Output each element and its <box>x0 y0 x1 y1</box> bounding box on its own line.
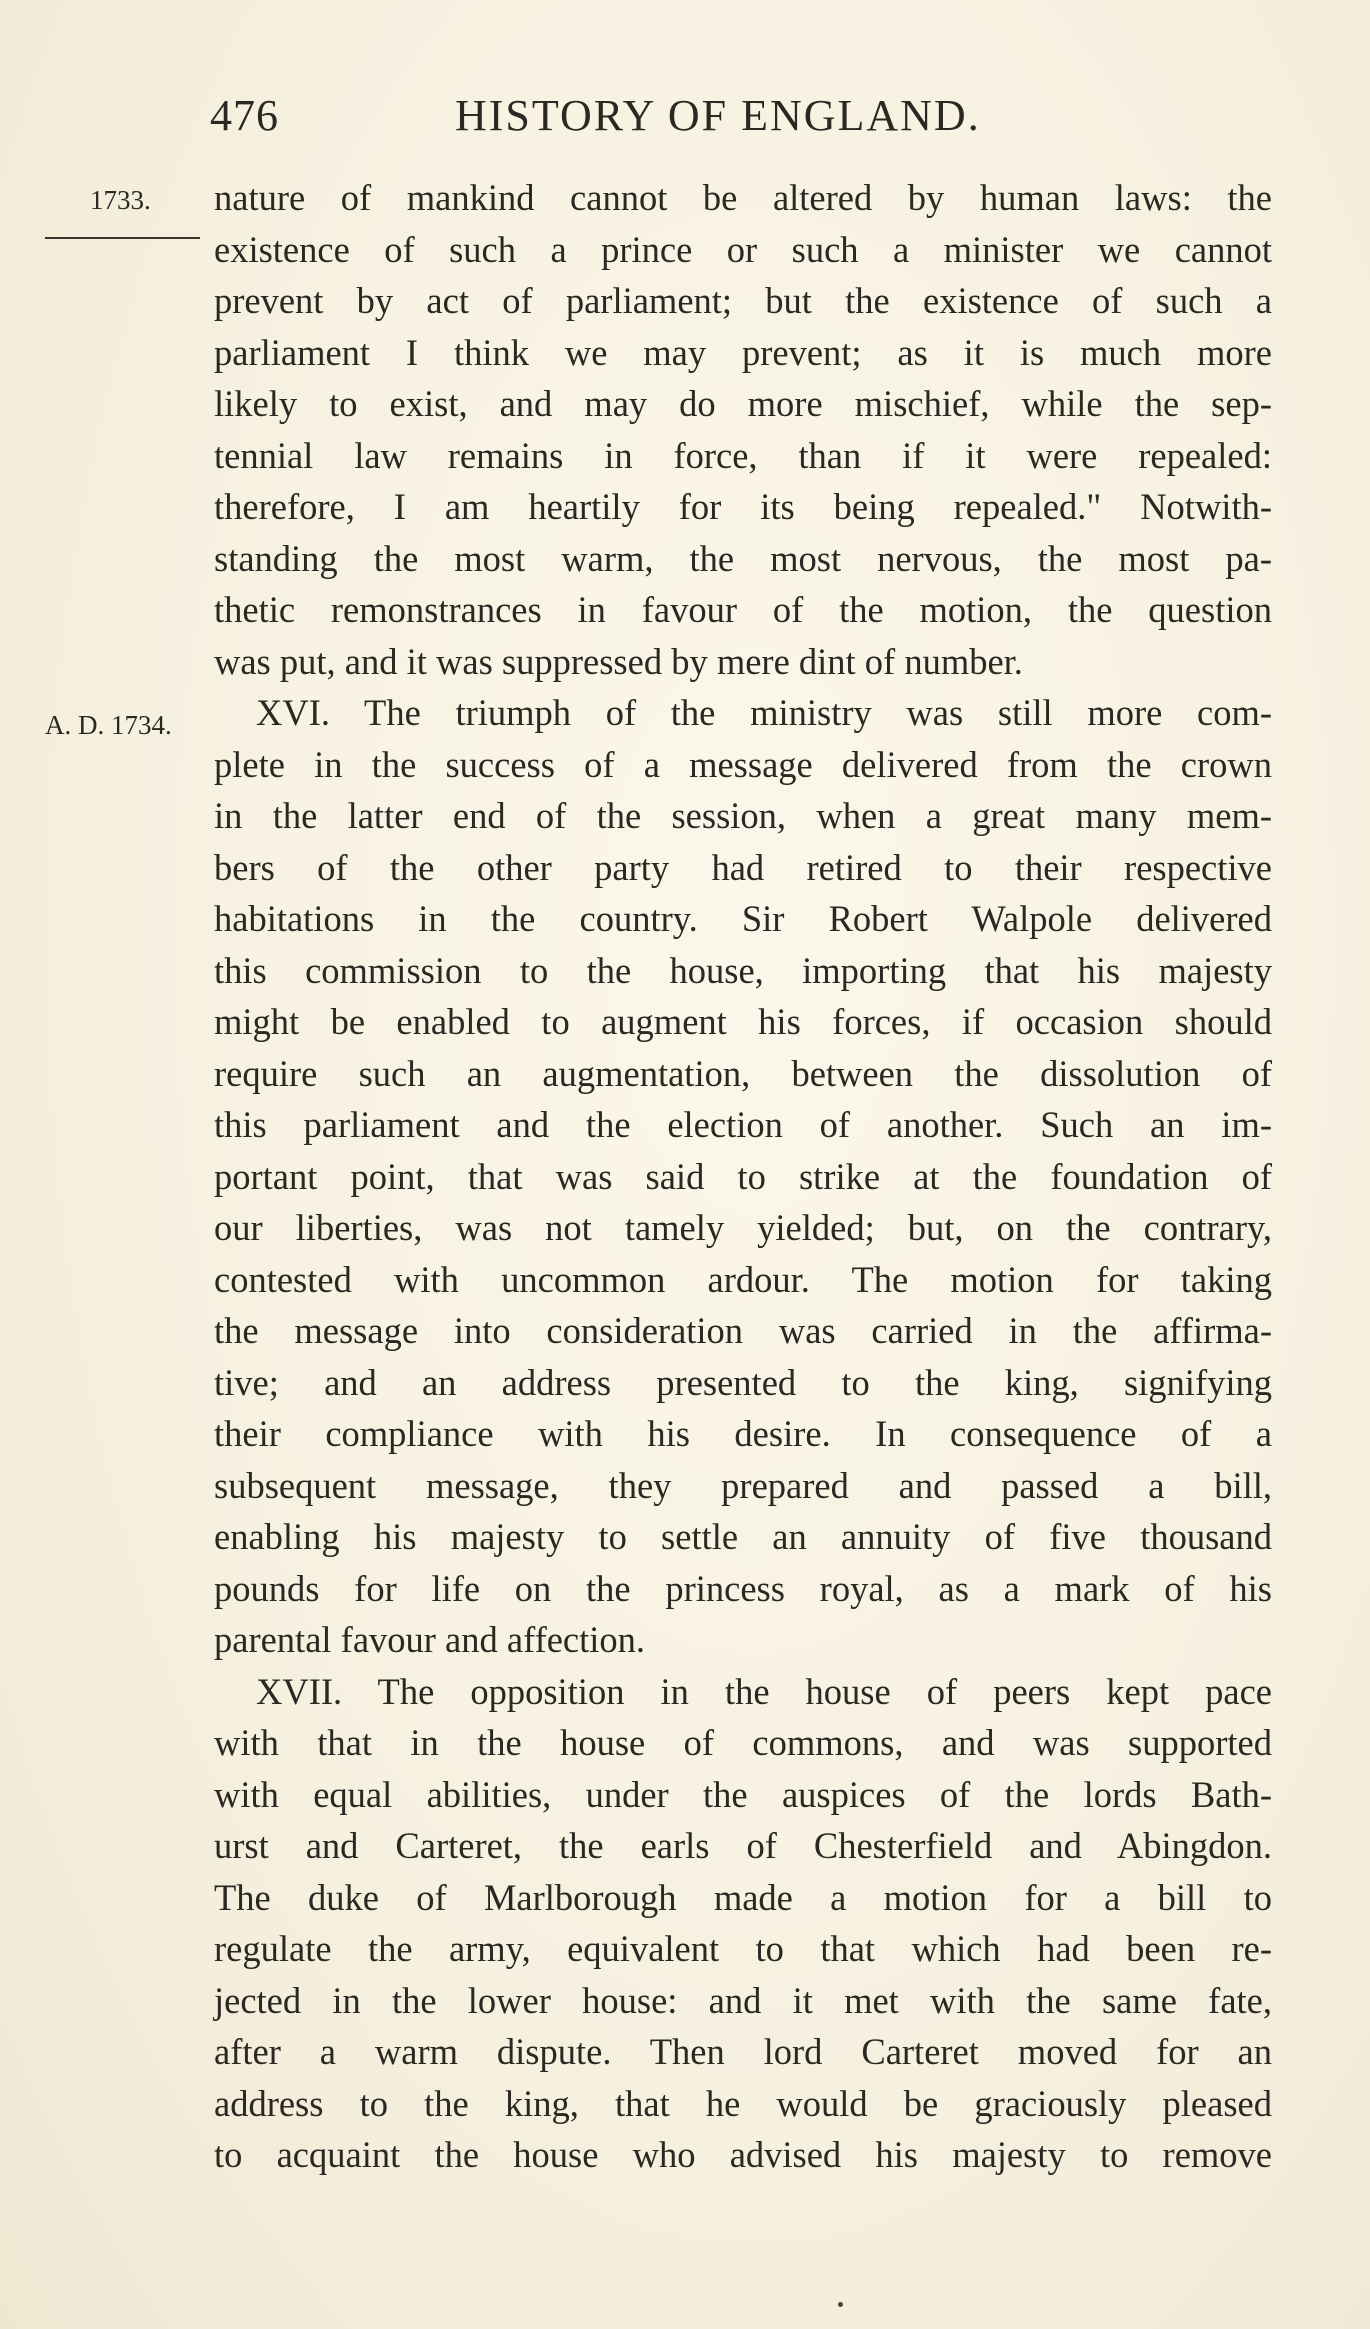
text-line: the message into consideration was carried in the affirma- <box>214 1310 1272 1351</box>
page-number: 476 <box>210 91 279 140</box>
text-line: with equal abilities, under the auspices of the lords Bath- <box>214 1773 1272 1815</box>
text-line: likely to exist, and may do more mischief, while the sep- <box>214 383 1272 424</box>
text-line: after a warm dispute. Then lord Carteret moved for an <box>214 2031 1272 2072</box>
text-line: portant point, that was said to strike at the foundation of <box>214 1155 1272 1197</box>
text-line: therefore, I am heartily for its being repealed." Notwith- <box>214 486 1272 527</box>
body-text <box>214 172 1272 2181</box>
text-line: this commission to the house, importing that his majesty <box>214 949 1272 991</box>
section-heading-line-xvi: XVI. The triumph of the ministry was still more com- <box>256 692 1272 733</box>
margin-rule <box>45 237 200 239</box>
section-heading-line-xvii: XVII. The opposition in the house of peers kept pace <box>256 1670 1272 1712</box>
text-line: pounds for life on the princess royal, as a mark of his <box>214 1567 1272 1609</box>
text-line: might be enabled to augment his forces, if occasion should <box>214 1001 1272 1042</box>
text-line: habitations in the country. Sir Robert Walpole delivered <box>214 898 1272 939</box>
margin-note-year-1733: 1733. <box>90 185 151 215</box>
text-line: tive; and an address presented to the king, signifying <box>214 1361 1272 1403</box>
running-head <box>210 90 1270 150</box>
text-line: this parliament and the election of another. Such an im- <box>214 1104 1272 1145</box>
text-line: was put, and it was suppressed by mere dint of number. <box>214 640 1023 682</box>
text-line: parliament I think we may prevent; as it is much more <box>214 331 1272 373</box>
text-line: standing the most warm, the most nervous, the most pa- <box>214 537 1272 579</box>
text-line: jected in the lower house: and it met with the same fate, <box>214 1979 1272 2021</box>
text-line: thetic remonstrances in favour of the motion, the question <box>214 589 1272 630</box>
text-line: to acquaint the house who advised his majesty to remove <box>214 2134 1272 2175</box>
text-line: The duke of Marlborough made a motion for a bill to <box>214 1876 1272 1918</box>
text-line: plete in the success of a message delivered from the crown <box>214 743 1272 785</box>
text-line: subsequent message, they prepared and passed a bill, <box>214 1464 1272 1506</box>
ink-speck <box>838 2302 843 2307</box>
running-title: HISTORY OF ENGLAND. <box>455 91 981 140</box>
margin-note-year-1734: A. D. 1734. <box>45 710 172 740</box>
text-line: contested with uncommon ardour. The motion for taking <box>214 1258 1272 1300</box>
text-line: existence of such a prince or such a minister we cannot <box>214 228 1272 270</box>
text-line: with that in the house of commons, and was supported <box>214 1722 1272 1763</box>
text-line: parental favour and affection. <box>214 1619 646 1660</box>
text-line: their compliance with his desire. In consequence of a <box>214 1413 1272 1454</box>
text-line: tennial law remains in force, than if it were repealed: <box>214 434 1272 476</box>
text-line: in the latter end of the session, when a great many mem- <box>214 795 1272 836</box>
text-line: address to the king, that he would be graciously pleased <box>214 2082 1272 2124</box>
text-line: prevent by act of parliament; but the existence of such a <box>214 280 1272 321</box>
text-line: enabling his majesty to settle an annuity of five thousand <box>214 1516 1272 1557</box>
text-line: urst and Carteret, the earls of Chesterfield and Abingdon. <box>214 1825 1272 1866</box>
text-line: our liberties, was not tamely yielded; but, on the contrary, <box>214 1207 1272 1248</box>
text-line: bers of the other party had retired to their respective <box>214 846 1272 888</box>
text-line: require such an augmentation, between the dissolution of <box>214 1052 1272 1094</box>
text-line: nature of mankind cannot be altered by human laws: the <box>214 177 1272 218</box>
text-line: regulate the army, equivalent to that which had been re- <box>214 1928 1272 1969</box>
